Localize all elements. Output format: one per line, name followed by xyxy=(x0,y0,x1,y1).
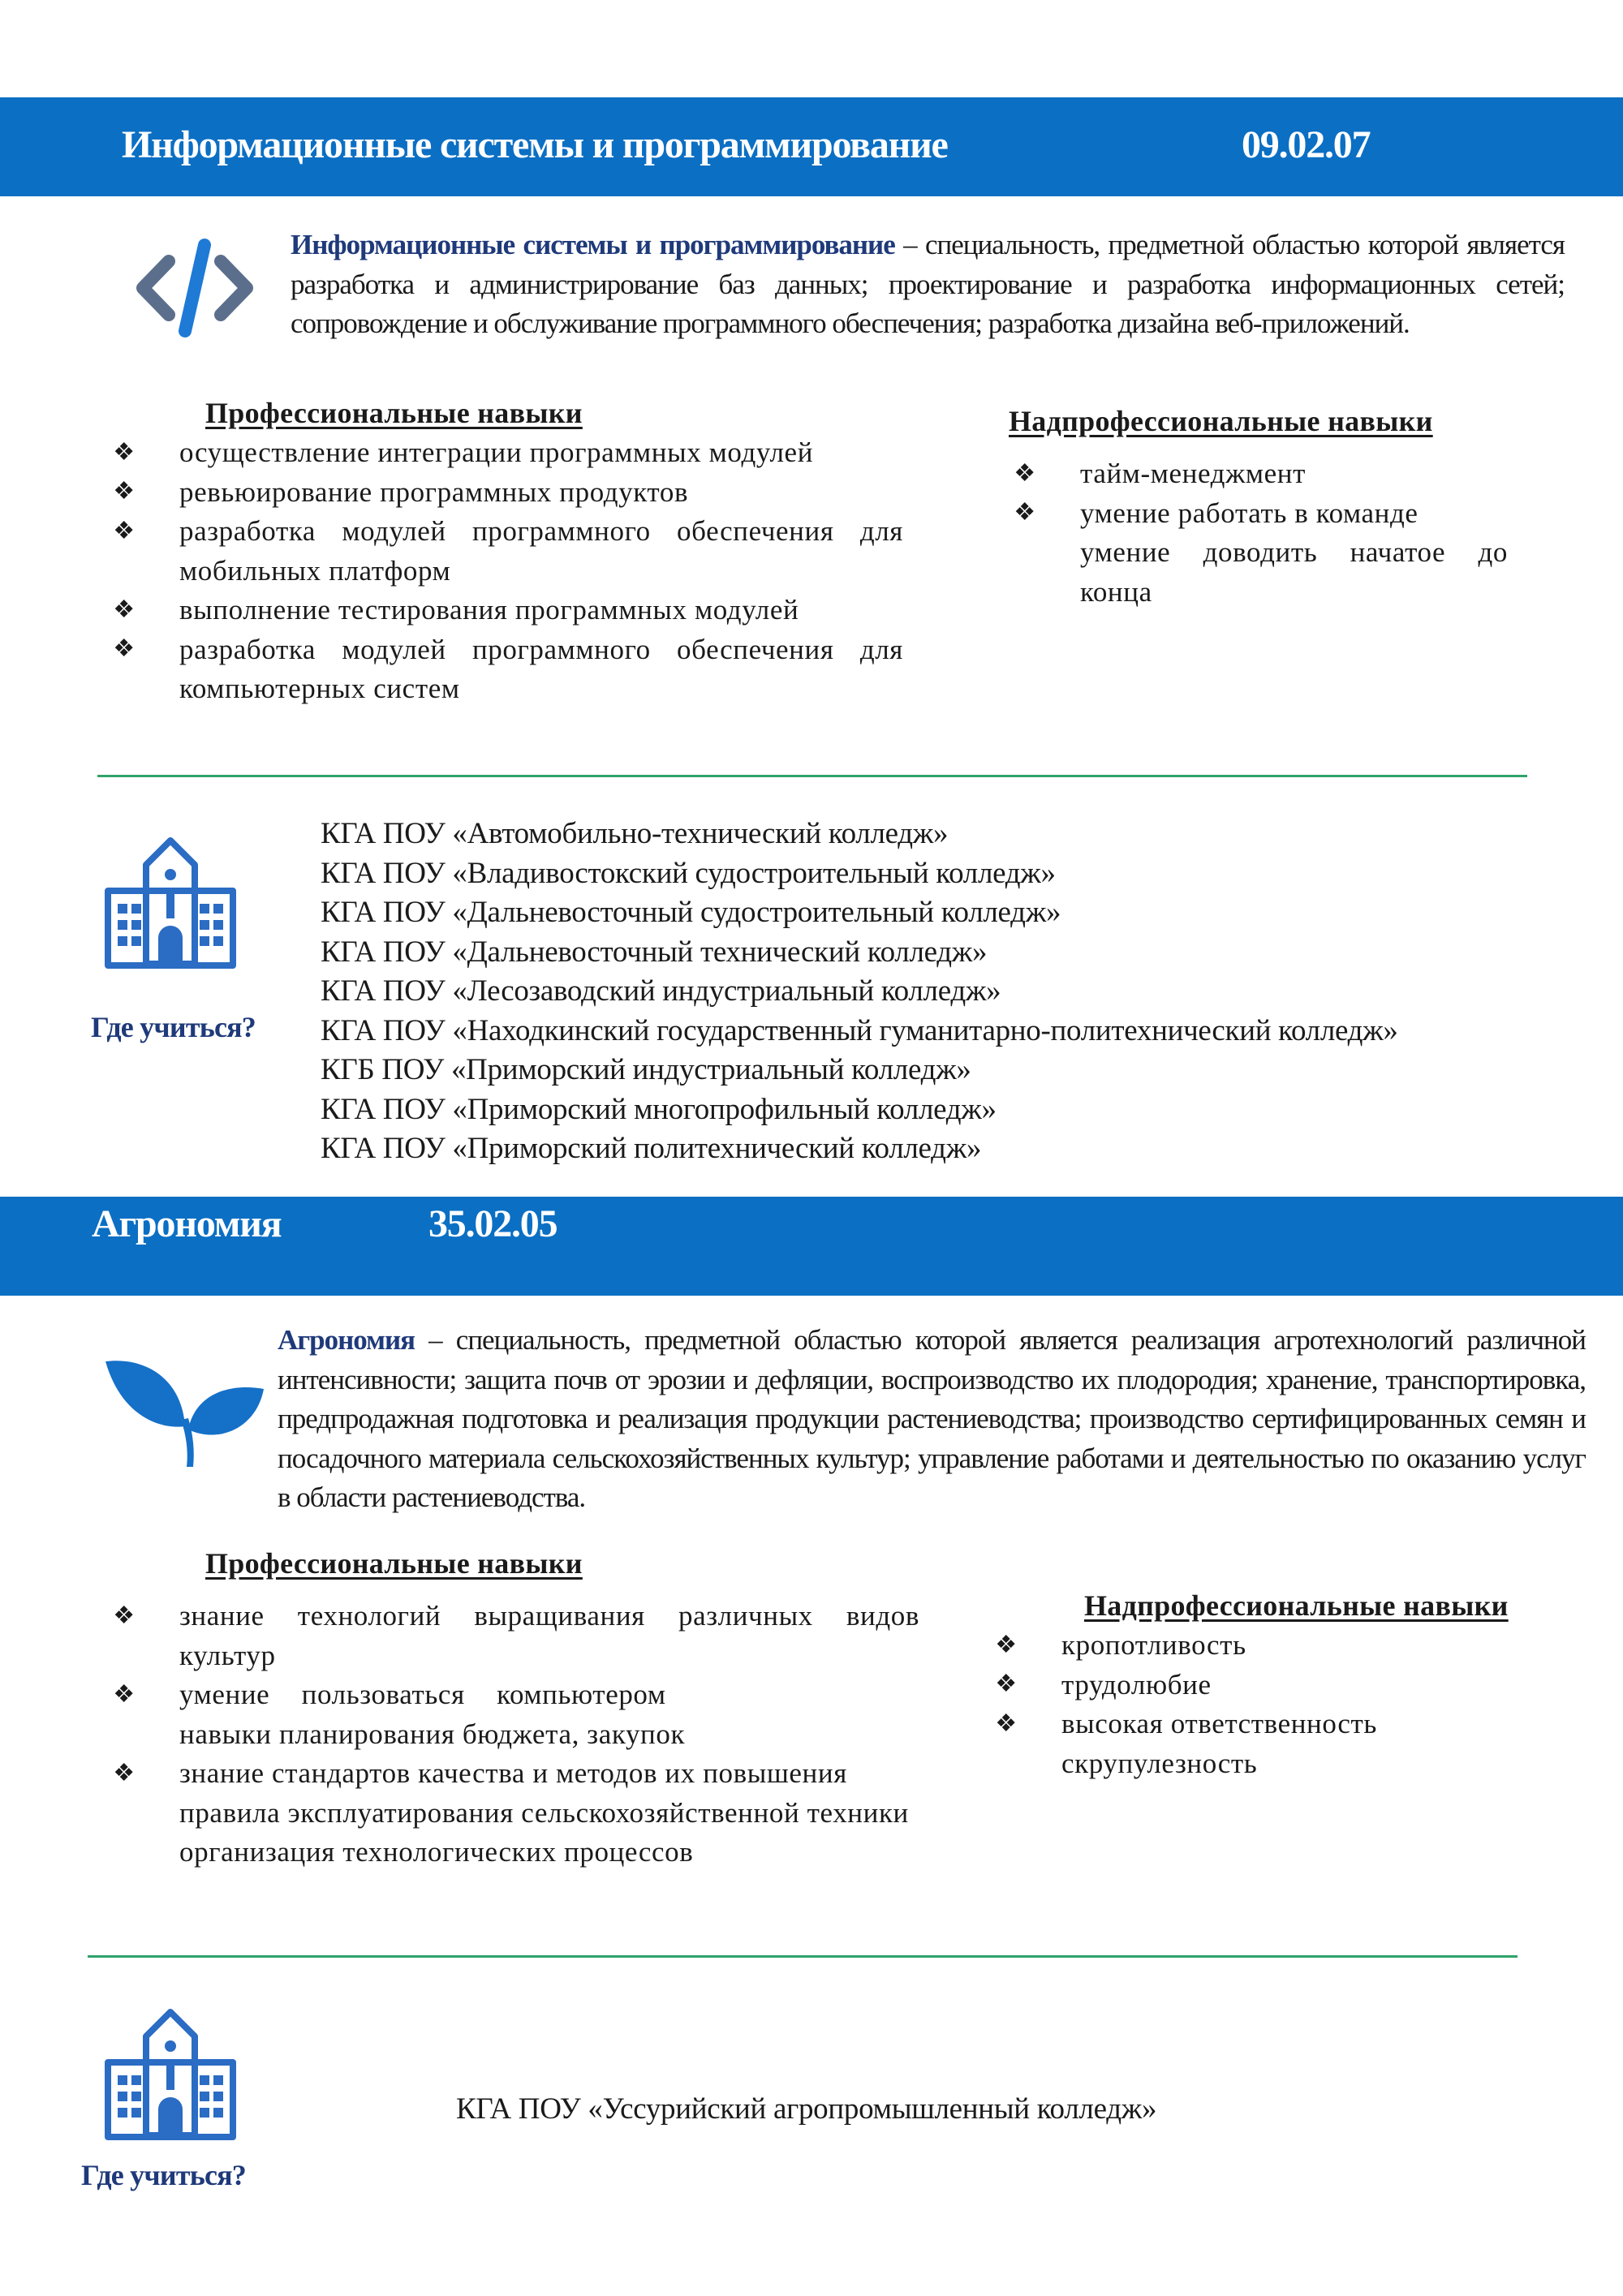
section1-code: 09.02.07 xyxy=(1242,123,1371,166)
section1-college-list xyxy=(321,815,1398,1169)
diamond-bullet-icon: ❖ xyxy=(113,595,136,623)
section2-professional-heading: Профессиональные навыки xyxy=(205,1547,583,1580)
diamond-bullet-icon: ❖ xyxy=(113,1602,136,1629)
section2-title: Агрономия xyxy=(92,1202,282,1245)
section1-title: Информационные системы и программирование xyxy=(122,123,948,166)
diamond-bullet-icon: ❖ xyxy=(113,438,136,466)
list-item: скрупулезность xyxy=(1061,1747,1258,1779)
section2-where-label: Где учиться? xyxy=(81,2159,247,2191)
section2-college: КГА ПОУ «Уссурийский агропромышленный колледж» xyxy=(456,2092,1157,2126)
section1-banner xyxy=(0,97,1623,196)
section1-soft-heading: Надпрофессиональные навыки xyxy=(1009,405,1433,437)
section2-divider xyxy=(88,1955,1518,1958)
college-item: КГА ПОУ «Приморский политехнический колледж» xyxy=(321,1132,982,1165)
diamond-bullet-icon: ❖ xyxy=(113,635,136,663)
college-item: КГБ ПОУ «Приморский индустриальный колледж» xyxy=(321,1053,971,1086)
college-item: КГА ПОУ «Лесозаводский индустриальный колледж» xyxy=(321,974,1001,1008)
section2-professional-list xyxy=(108,1597,919,1872)
diamond-bullet-icon: ❖ xyxy=(113,478,136,505)
section1-professional-heading: Профессиональные навыки xyxy=(205,397,583,429)
section1-divider xyxy=(97,775,1527,777)
list-item: ❖ умение пользоваться компьютером xyxy=(108,1675,919,1715)
college-item: КГА ПОУ «Дальневосточный судостроительный колледж» xyxy=(321,896,1061,929)
section2-description-lead: Агрономия xyxy=(278,1324,415,1356)
college-item: КГА ПОУ «Владивостокский судостроительный колледж» xyxy=(321,856,1056,890)
list-item: ❖ высокая ответственность xyxy=(990,1705,1526,1744)
college-item: КГА ПОУ «Приморский многопрофильный колледж» xyxy=(321,1092,997,1126)
list-item: ❖ разработка модулей программного обеспечения для мобильных платформ xyxy=(108,512,903,591)
list-item: умение доводить начатое до конца xyxy=(1080,536,1508,608)
section1-where-label: Где учиться? xyxy=(91,1011,256,1043)
section2-description-text: – специальность, предметной областью которой является реализация агротехнологий различной интенсивности; защита почв от эрозии и дефляции, воспроизводство их плодородия; хранение, транспортировка, предпродажная подготовка и реализация продукции растениеводства; производство сертифицированных семян и посадочного материала сельскохозяйственных культур; управление работами и деятельностью по оказанию услуг в области растениеводства. xyxy=(278,1324,1586,1513)
college-item: КГА ПОУ «Автомобильно-технический колледж» xyxy=(321,817,949,850)
section1-professional-list xyxy=(108,433,903,709)
list-item: ❖ разработка модулей программного обеспечения для компьютерных систем xyxy=(108,630,903,709)
section2-code: 35.02.05 xyxy=(428,1202,558,1245)
diamond-bullet-icon: ❖ xyxy=(995,1670,1018,1698)
list-item: ❖ ревьюирование программных продуктов xyxy=(108,473,903,513)
college-item: КГА ПОУ «Дальневосточный технический колледж» xyxy=(321,935,988,969)
section2-description xyxy=(278,1321,1586,1518)
college-item: КГА ПОУ «Находкинский государственный гуманитарно-политехнический колледж» xyxy=(321,1013,1398,1047)
sprout-icon xyxy=(97,1339,272,1468)
code-icon xyxy=(130,235,260,341)
section1-description-lead: Информационные системы и программирование xyxy=(291,229,895,260)
section1-description-text: – специальность, предметной областью которой является разработка и администрирование баз данных; проектирование и разработка информационных сетей; сопровождение и обслуживание программного обеспечения; разработка дизайна веб-приложений. xyxy=(291,229,1565,339)
list-item: организация технологических процессов xyxy=(179,1836,694,1868)
diamond-bullet-icon: ❖ xyxy=(113,517,136,544)
section2-building-icon xyxy=(101,2006,239,2143)
list-item: ❖ трудолюбие xyxy=(990,1666,1526,1705)
list-item: ❖ знание технологий выращивания различных видов культур xyxy=(108,1597,919,1675)
diamond-bullet-icon: ❖ xyxy=(995,1709,1018,1737)
section1-description xyxy=(291,226,1565,344)
diamond-bullet-icon: ❖ xyxy=(113,1680,136,1708)
diamond-bullet-icon: ❖ xyxy=(113,1759,136,1786)
diamond-bullet-icon: ❖ xyxy=(1014,499,1036,527)
list-item: ❖ знание стандартов качества и методов их повышения xyxy=(108,1754,919,1794)
list-item: ❖ тайм-менеджмент xyxy=(1009,454,1508,494)
list-item: ❖ кропотливость xyxy=(990,1626,1526,1666)
list-item: ❖ осуществление интеграции программных модулей xyxy=(108,433,903,473)
section2-banner xyxy=(0,1197,1623,1296)
list-item: ❖ выполнение тестирования программных модулей xyxy=(108,591,903,630)
list-item: навыки планирования бюджета, закупок xyxy=(179,1718,686,1750)
section1-building-icon xyxy=(101,834,239,972)
list-item: ❖ умение работать в команде xyxy=(1009,494,1508,534)
section2-soft-list xyxy=(990,1626,1526,1783)
list-item: правила эксплуатирования сельскохозяйственной техники xyxy=(179,1796,909,1829)
section1-soft-list xyxy=(1009,454,1508,612)
diamond-bullet-icon: ❖ xyxy=(1014,459,1036,487)
diamond-bullet-icon: ❖ xyxy=(995,1631,1018,1658)
section2-soft-heading: Надпрофессиональные навыки xyxy=(1084,1589,1509,1622)
